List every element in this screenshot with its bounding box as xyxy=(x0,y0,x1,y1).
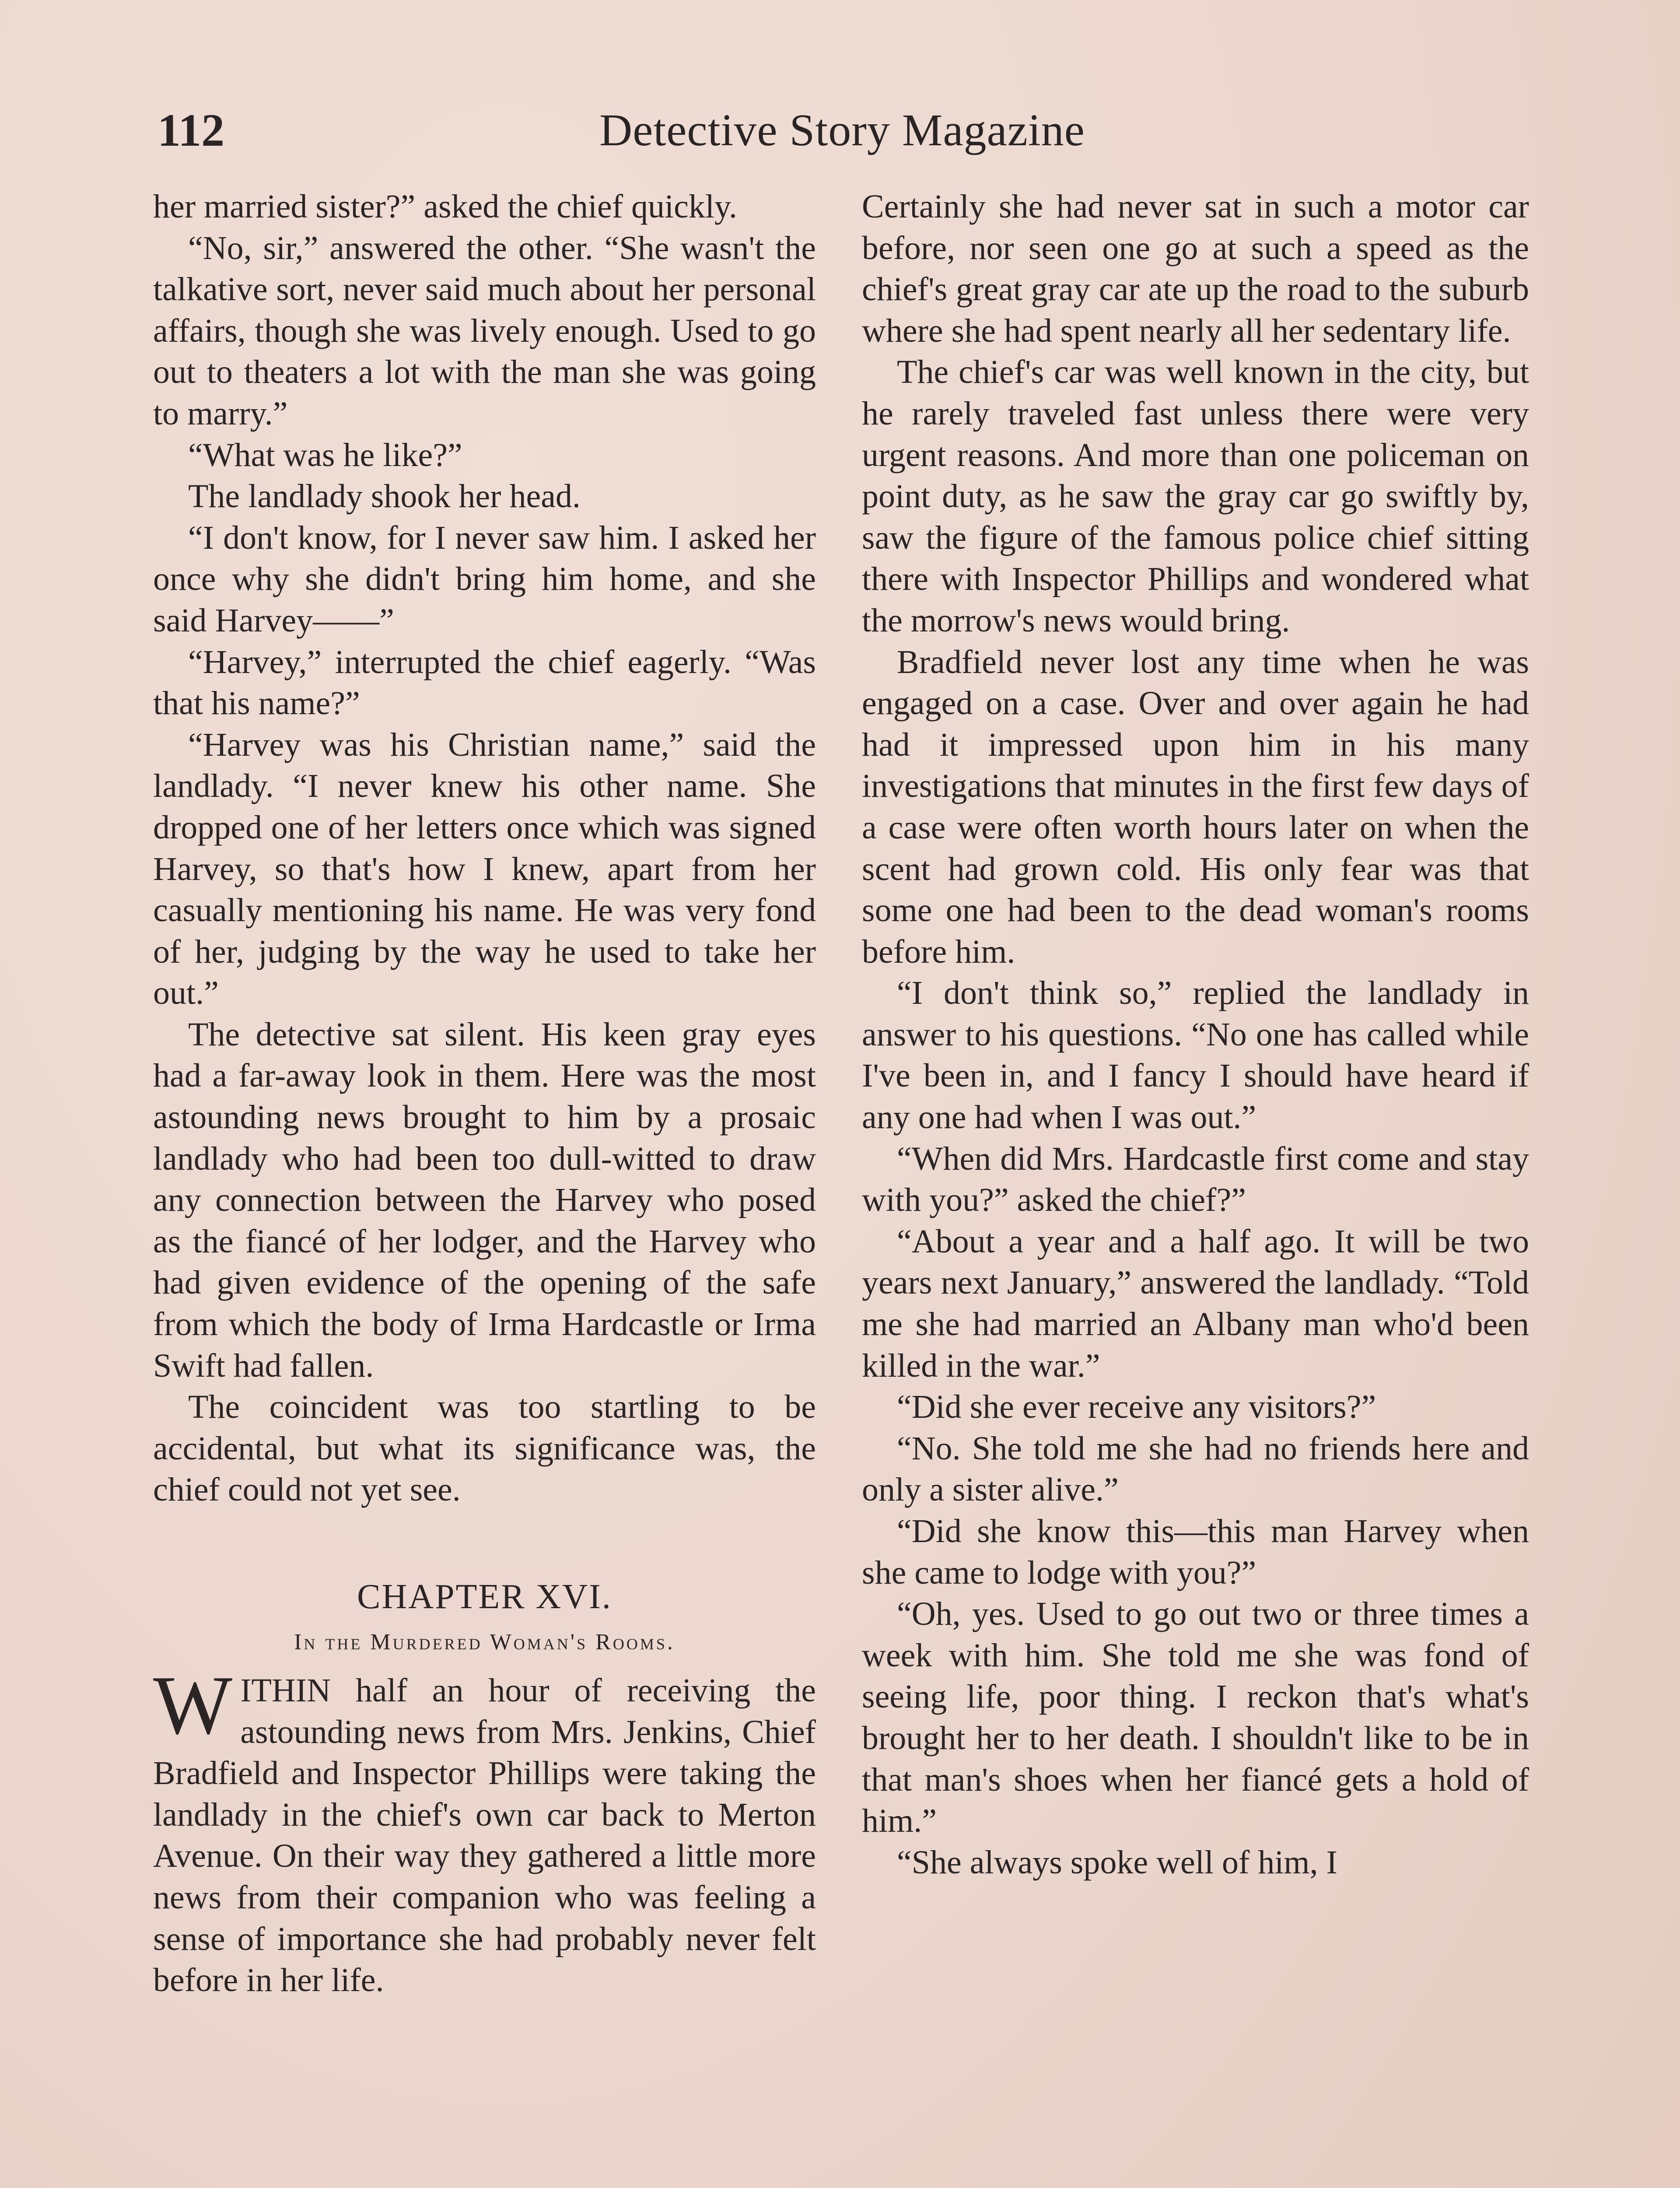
running-head: Detective Story Magazine xyxy=(599,105,1085,155)
drop-cap: W xyxy=(153,1659,233,1752)
page-number: 112 xyxy=(158,105,225,156)
paragraph: “About a year and a half ago. It will be two years next January,” answered the landlady. “Told me she had married an Albany man who'd been killed in the war.” xyxy=(862,1223,1529,1384)
paragraph: “What was he like?” xyxy=(188,436,462,473)
paragraph: The landlady shook her head. xyxy=(188,478,581,515)
paragraph: “I don't know, for I never saw him. I asked her once why she didn't bring him home, and she said Harvey——” xyxy=(153,519,816,639)
paragraph: “Harvey was his Christian name,” said the landlady. “I never knew his other name. She dropped one of her letters once which was signed Harvey, so that's how I knew, apart from her casually mentioning his name. He was very fond of her, judging by the way he used to take her out.” xyxy=(153,726,816,1012)
chapter-opening-paragraph xyxy=(153,1659,816,2001)
paragraph: Bradfield never lost any time when he was engaged on a case. Over and over again he had had it impressed upon him in his many investigations that minutes in the first few days of a case were often worth hours later on when the scent had grown cold. His only fear was that some one had been to the dead woman's rooms before him. xyxy=(862,643,1529,970)
paragraph: The detective sat silent. His keen gray eyes had a far-away look in them. Here was the most astounding news brought to him by a prosaic landlady who had been too dull-witted to draw any connection between the Harvey who posed as the fiancé of her lodger, and the Harvey who had given evidence of the opening of the safe from which the body of Irma Hardcastle or Irma Swift had fallen. xyxy=(153,1016,816,1384)
chapter-subtitle: In the Murdered Woman's Rooms. xyxy=(294,1630,675,1655)
paragraph: “Oh, yes. Used to go out two or three times a week with him. She told me she was fond of seeing life, poor thing. I reckon that's what's brought her to her death. I shouldn't like to be in that man's shoes when her fiancé gets a hold of him.” xyxy=(862,1595,1529,1840)
paragraph: “No. She told me she had no friends here and only a sister alive.” xyxy=(862,1430,1529,1508)
page-header xyxy=(158,100,1527,161)
paragraph: “Did she ever receive any visitors?” xyxy=(897,1389,1376,1426)
chapter-title: CHAPTER XVI. xyxy=(357,1578,612,1616)
left-column xyxy=(153,186,816,2001)
paragraph: The chief's car was well known in the city, but he rarely traveled fast unless there were very urgent reasons. And more than one policeman on point duty, as he saw the gray car go swiftly by, saw the figure of the famous police chief sitting there with Inspector Phillips and wondered what the morrow's news would bring. xyxy=(862,354,1529,639)
paragraph: Certainly she had never sat in such a motor car before, nor seen one go at such a speed as the chief's great gray car ate up the road to the suburb where she had spent nearly all her sedentary life. xyxy=(862,188,1529,349)
paragraph: “Did she know this—this man Harvey when she came to lodge with you?” xyxy=(862,1513,1529,1591)
paragraph: her married sister?” asked the chief quickly. xyxy=(153,188,738,225)
paragraph: The coincident was too startling to be accidental, but what its significance was, the chief could not yet see. xyxy=(153,1389,816,1508)
paragraph: “She always spoke well of him, I xyxy=(897,1844,1337,1881)
paragraph: “When did Mrs. Hardcastle first come and stay with you?” asked the chief?” xyxy=(862,1140,1529,1219)
paragraph: “No, sir,” answered the other. “She wasn't the talkative sort, never said much about her personal affairs, though she was lively enough. Used to go out to theaters a lot with the man she was going to marry.” xyxy=(153,229,816,432)
paragraph: “I don't think so,” replied the landlady in answer to his questions. “No one has called while I've been in, and I fancy I should have heard if any one had when I was out.” xyxy=(862,975,1529,1136)
chapter-opening-text: ITHIN half an hour of receiving the astounding news from Mrs. Jenkins, Chief Bradfield and Inspector Phillips were taking the landlady in the chief's own car back to Merton Avenue. On their way they gathered a little more news from their companion who was feeling a sense of importance she had probably never felt before in her life. xyxy=(153,1672,816,1999)
paragraph: “Harvey,” interrupted the chief eagerly. “Was that his name?” xyxy=(153,643,816,722)
right-column xyxy=(862,186,1529,1883)
